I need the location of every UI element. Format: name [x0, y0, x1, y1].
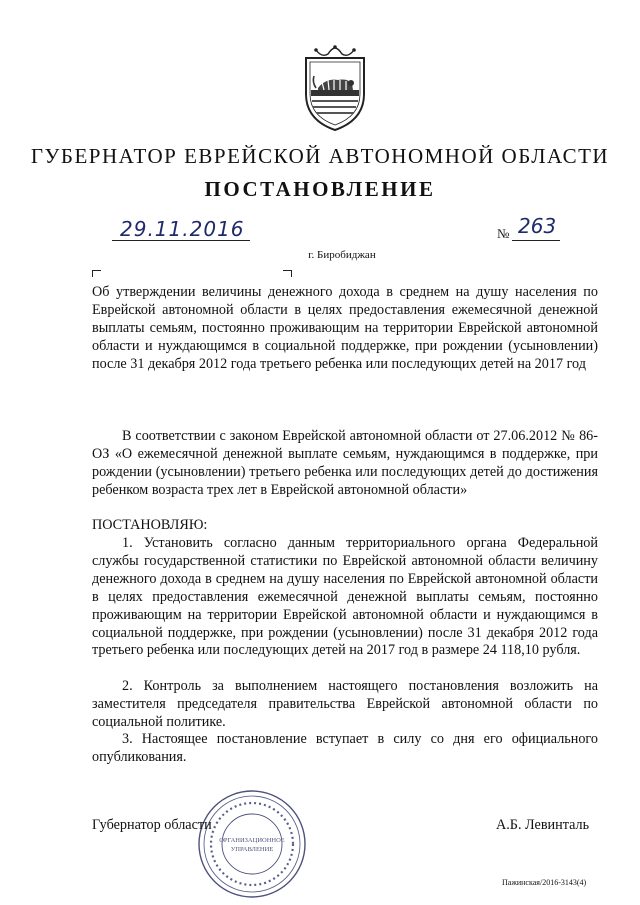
coat-of-arms-emblem: [298, 44, 372, 134]
footer-reference: Пажинская/2016-3143(4): [502, 878, 587, 887]
decree-item-1: 1. Установить согласно данным территориального органа Федеральной службы государственной статистики по Еврейской автономной области величину денежного дохода в среднем на душу населения по Еврейской автономной области в целях предоставления ежемесячной денежной выплаты семьям, постоянно проживающим на территории Еврейской автономной области и нуждающимся в социальной поддержке, при рождении (усыновлении) после 31 декабря 2012 года третьего ребенка или последующих детей на 2017 год в размере 24 118,10 рубля.: [92, 535, 598, 659]
preamble-paragraph: В соответствии с законом Еврейской автономной области от 27.06.2012 № 86-ОЗ «О ежемесячной денежной выплате семьям, нуждающимся в поддержке, при рождении (усыновлении) третьего ребенка или последующих детей до достижения ребенком возраста трех лет в Еврейской автономной области»: [92, 428, 598, 498]
seal-inner-line-2: УПРАВЛЕНИЕ: [230, 846, 274, 853]
date-underline: [112, 240, 250, 241]
document-date: 29.11.2016: [120, 217, 245, 241]
signer-title: Губернатор области: [92, 817, 212, 833]
official-seal-stamp: [196, 788, 308, 900]
decree-item-3: 3. Настоящее постановление вступает в силу со дня его официального опубликования.: [92, 731, 598, 765]
decree-item-2: 2. Контроль за выполнением настоящего постановления возложить на заместителя председателя правительства Еврейской автономной области по социальной политике.: [92, 678, 598, 730]
number-label: №: [497, 226, 510, 241]
decree-word: ПОСТАНОВЛЯЮ:: [92, 517, 208, 533]
issuer-heading: ГУБЕРНАТОР ЕВРЕЙСКОЙ АВТОНОМНОЙ ОБЛАСТИ: [30, 144, 610, 168]
document-type: ПОСТАНОВЛЕНИЕ: [204, 177, 436, 201]
seal-inner-line-1: ОРГАНИЗАЦИОННОЕ: [219, 837, 285, 844]
signer-name: А.Б. Левинталь: [496, 817, 590, 833]
subject-corner-right: [283, 270, 292, 277]
document-number: 263: [518, 214, 557, 238]
number-underline: [512, 240, 560, 241]
subject-corner-left: [92, 270, 101, 277]
city-of-issue: г. Биробиджан: [308, 249, 376, 261]
document-subject: Об утверждении величины денежного дохода в среднем на душу населения по Еврейской автономной области в целях предоставления ежемесячной денежной выплаты семьям, постоянно проживающим на территории Еврейской автономной области и нуждающимся в социальной поддержке, при рождении (усыновлении) после 31 декабря 2012 года третьего ребенка или последующих детей на 2017 год: [92, 284, 598, 372]
